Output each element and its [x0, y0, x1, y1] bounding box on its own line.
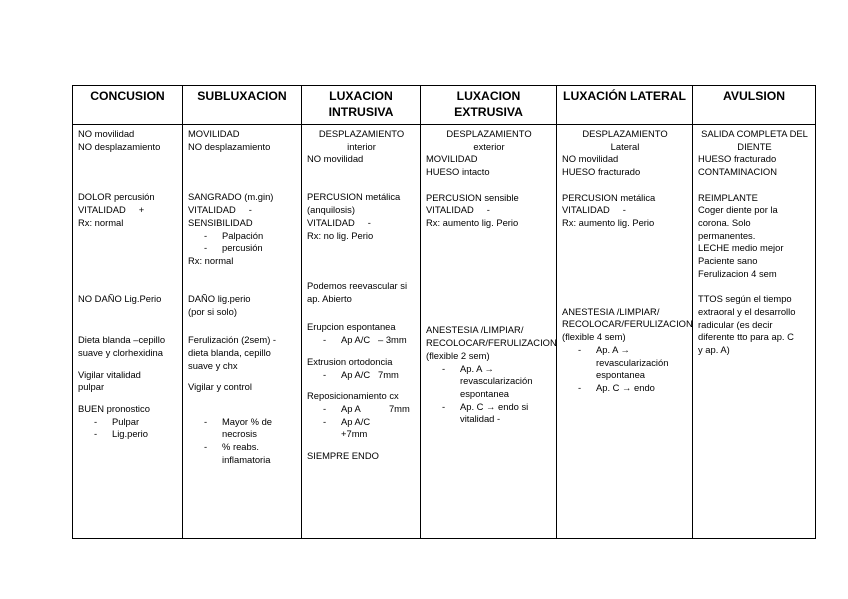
- cell-subluxacion: [183, 125, 302, 539]
- text-line: VITALIDAD +: [78, 204, 145, 216]
- text-line: ANESTESIA /LIMPIAR/: [426, 324, 524, 336]
- text-line: DESPLAZAMIENTO: [582, 128, 668, 139]
- list-item: - Ap. C → endo: [562, 382, 688, 395]
- text-line: SIEMPRE ENDO: [307, 450, 379, 462]
- list-item: - Ap. C → endo si: [426, 401, 552, 414]
- text-line: interior: [347, 140, 376, 152]
- text-line: HUESO intacto: [426, 166, 490, 178]
- header-row: [73, 86, 816, 125]
- text-line: BUEN pronostico: [78, 402, 150, 414]
- text-line: VITALIDAD -: [307, 216, 371, 228]
- list-item: - Ap A/C: [307, 416, 416, 429]
- text-line: HUESO fracturado: [698, 153, 777, 165]
- text-line: pulpar: [78, 381, 105, 393]
- list-item: - Ap. A →: [426, 363, 552, 376]
- text-line: suave y clorhexidina: [78, 346, 163, 358]
- text-line: SANGRADO (m.gin): [188, 191, 274, 203]
- text-line: vitalidad -: [460, 413, 501, 425]
- text-line: PERCUSION sensible: [426, 191, 519, 203]
- text-line: suave y chx: [188, 359, 238, 371]
- text-line: extraoral y el desarrollo: [698, 305, 796, 317]
- header-subluxacion: SUBLUXACION: [183, 86, 302, 125]
- text-line: CONTAMINACION: [698, 166, 777, 178]
- text-line: dieta blanda, cepillo: [188, 346, 271, 358]
- text-line: PERCUSION metálica: [307, 191, 401, 203]
- text-line: inflamatoria: [222, 453, 271, 465]
- text-line: SENSIBILIDAD: [188, 216, 253, 228]
- list-item: - Ap A/C 7mm: [307, 369, 416, 382]
- cell-luxacion-lateral: [557, 125, 693, 539]
- text-line: DIENTE: [737, 140, 772, 152]
- text-line: +7mm: [341, 428, 368, 440]
- text-line: Rx: normal: [188, 254, 234, 266]
- text-line: DOLOR percusión: [78, 191, 155, 203]
- header-luxacion-intrusiva: LUXACION INTRUSIVA: [302, 86, 421, 125]
- list-item: - Palpación: [188, 230, 297, 243]
- text-line: HUESO fracturado: [562, 166, 641, 178]
- content-row: [73, 125, 816, 539]
- text-line: Rx: normal: [78, 216, 124, 228]
- text-line: Ferulizacion 4 sem: [698, 267, 777, 279]
- text-line: exterior: [473, 140, 505, 152]
- text-line: diferente tto para ap. C: [698, 331, 794, 343]
- list-item: - Ap A/C – 3mm: [307, 334, 416, 347]
- text-line: Ferulización (2sem) -: [188, 334, 277, 346]
- text-line: (flexible 4 sem): [562, 331, 626, 343]
- text-line: permanentes.: [698, 229, 756, 241]
- text-line: VITALIDAD -: [188, 204, 252, 216]
- text-line: corona. Solo: [698, 216, 751, 228]
- text-line: Rx: aumento lig. Perio: [426, 216, 519, 228]
- text-line: Rx: no lig. Perio: [307, 229, 374, 241]
- header-luxacion-extrusiva: LUXACION EXTRUSIVA: [421, 86, 557, 125]
- text-line: Podemos reevascular si: [307, 280, 408, 292]
- text-line: y ap. A): [698, 343, 730, 355]
- text-line: RECOLOCAR/FERULIZACION: [426, 337, 557, 349]
- text-line: necrosis: [222, 428, 257, 440]
- text-line: RECOLOCAR/FERULIZACION: [562, 318, 693, 330]
- text-line: REIMPLANTE: [698, 191, 758, 203]
- text-line: revascularización: [596, 356, 669, 368]
- text-line: SALIDA COMPLETA DEL: [701, 128, 808, 139]
- text-line: NO movilidad: [78, 128, 135, 139]
- text-line: MOVILIDAD: [188, 128, 240, 139]
- text-line: VITALIDAD -: [426, 204, 490, 216]
- text-line: radicular (es decir: [698, 318, 773, 330]
- text-line: NO movilidad: [307, 153, 364, 165]
- text-line: TTOS según el tiempo: [698, 293, 792, 305]
- text-line: Coger diente por la: [698, 204, 778, 216]
- text-line: Reposicionamiento cx: [307, 390, 399, 402]
- text-line: DAÑO lig.perio: [188, 293, 251, 305]
- text-line: (anquilosis): [307, 204, 355, 216]
- dental-trauma-table: [72, 85, 816, 539]
- cell-concusion: [73, 125, 183, 539]
- cell-luxacion-extrusiva: [421, 125, 557, 539]
- text-line: Dieta blanda –cepillo: [78, 334, 166, 346]
- text-line: Lateral: [610, 140, 640, 152]
- text-line: espontanea: [460, 387, 510, 399]
- text-line: Erupcion espontanea: [307, 321, 396, 333]
- list-item: - Mayor % de: [188, 416, 297, 429]
- text-line: NO desplazamiento: [78, 140, 161, 152]
- text-line: NO desplazamiento: [188, 140, 271, 152]
- header-luxacion-lateral: LUXACIÓN LATERAL: [557, 86, 693, 125]
- text-line: Paciente sano: [698, 255, 758, 267]
- text-line: NO movilidad: [562, 153, 619, 165]
- text-line: VITALIDAD -: [562, 204, 626, 216]
- text-line: (por si solo): [188, 305, 237, 317]
- list-item: - Ap A 7mm: [307, 403, 416, 416]
- list-item: - percusión: [188, 242, 297, 255]
- text-line: LECHE medio mejor: [698, 242, 784, 254]
- text-line: (flexible 2 sem): [426, 349, 490, 361]
- text-line: Rx: aumento lig. Perio: [562, 216, 655, 228]
- text-line: Vigilar y control: [188, 381, 252, 393]
- header-concusion: CONCUSION: [73, 86, 183, 125]
- list-item: - Ap. A →: [562, 344, 688, 357]
- text-line: DESPLAZAMIENTO: [318, 128, 405, 139]
- text-line: Extrusion ortodoncia: [307, 355, 393, 367]
- cell-luxacion-intrusiva: [302, 125, 421, 539]
- text-line: PERCUSION metálica: [562, 191, 656, 203]
- text-line: NO DAÑO Lig.Perio: [78, 293, 162, 305]
- text-line: ANESTESIA /LIMPIAR/: [562, 305, 660, 317]
- list-item: - % reabs.: [188, 441, 297, 454]
- header-avulsion: AVULSION: [693, 86, 816, 125]
- text-line: Vigilar vitalidad: [78, 368, 141, 380]
- text-line: revascularización: [460, 375, 533, 387]
- list-item: - Lig.perio: [78, 428, 178, 441]
- text-line: DESPLAZAMIENTO: [446, 128, 532, 139]
- list-item: - Pulpar: [78, 416, 178, 429]
- cell-avulsion: [693, 125, 816, 539]
- text-line: espontanea: [596, 369, 646, 381]
- text-line: ap. Abierto: [307, 293, 352, 305]
- text-line: MOVILIDAD: [426, 153, 478, 165]
